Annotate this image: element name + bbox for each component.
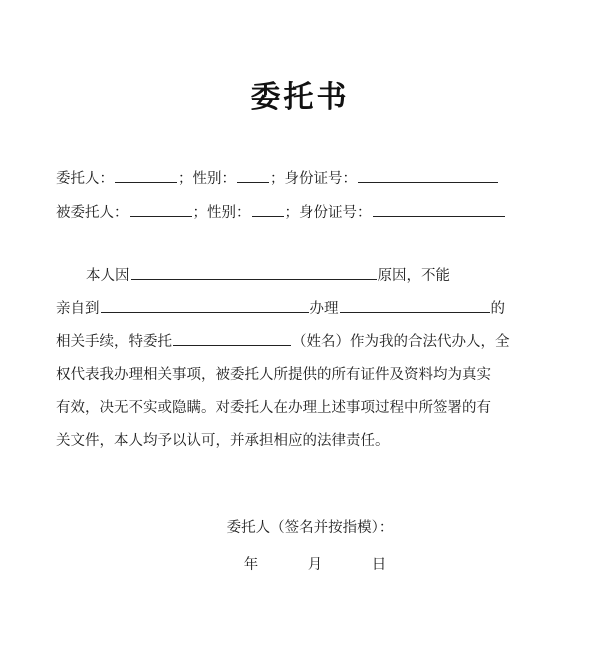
entrustee-id-label: ；身份证号：	[284, 205, 372, 221]
entrustee-name-field[interactable]	[130, 202, 192, 217]
body-line-6: 关文件，本人均予以认可，并承担相应的法律责任。	[56, 433, 390, 449]
entruster-row	[56, 162, 550, 196]
page-title: 委托书	[250, 80, 350, 115]
matter-prefix-text: 办理	[309, 301, 339, 317]
body-line-5: 有效，决无不实或隐瞒。对委托人在办理上述事项过程中所签署的有	[56, 400, 491, 416]
entrustee-sex-field[interactable]	[252, 202, 284, 217]
entrust-suffix-text: （姓名）作为我的合法代办人，全	[292, 334, 510, 350]
signature-label: 委托人（签名并按指模）：	[226, 520, 394, 536]
date-day-label: 日	[371, 557, 387, 573]
date-year-label: 年	[243, 557, 259, 573]
entrustee-sex-label: ；性别：	[192, 205, 251, 221]
signature-area	[50, 516, 550, 574]
entrustee-row	[56, 196, 550, 230]
date-line	[50, 553, 550, 574]
entruster-id-field[interactable]	[358, 168, 498, 183]
authorization-paragraph	[56, 260, 550, 458]
entruster-name-field[interactable]	[115, 168, 177, 183]
body-line-4: 权代表我办理相关事项，被委托人所提供的所有证件及资料均为真实	[56, 367, 491, 383]
date-month-label: 月	[307, 557, 323, 573]
document-body	[50, 162, 550, 458]
reason-prefix-text: 本人因	[86, 268, 130, 284]
place-prefix-text: 亲自到	[56, 301, 100, 317]
entrustee-id-field[interactable]	[373, 202, 505, 217]
entruster-sex-field[interactable]	[237, 168, 269, 183]
entruster-id-label: ；身份证号：	[270, 171, 357, 187]
matter-field[interactable]	[340, 298, 490, 313]
document-page	[0, 72, 600, 672]
entrust-prefix-text: 相关手续，特委托	[56, 334, 172, 350]
reason-field[interactable]	[131, 265, 377, 280]
matter-suffix-text: 的	[490, 301, 505, 317]
entruster-sex-label: ；性别：	[178, 171, 236, 187]
entrustee-name-label: 被委托人：	[56, 205, 129, 221]
entrust-name-field[interactable]	[173, 331, 291, 346]
party-info-block	[56, 162, 550, 230]
reason-suffix-text: 原因，不能	[377, 268, 450, 284]
entruster-name-label: 委托人：	[56, 171, 114, 187]
place-field[interactable]	[101, 298, 309, 313]
